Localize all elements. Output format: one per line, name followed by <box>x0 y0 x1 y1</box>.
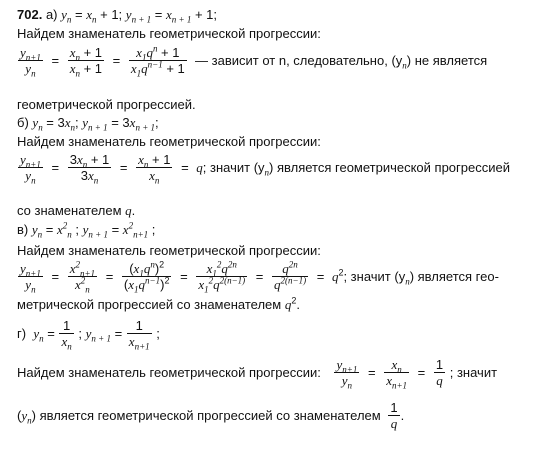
v-is-geo-text: ) является гео- <box>409 268 499 284</box>
formula-b: $\frac{y_{n+1}}{y_n}$ = $\frac{3x_n + 1}{3x_n}$ = $\frac{x_n + 1}{x_n}$ = q; значит $(y_n)$ является геометрической прогрессией <box>20 152 510 186</box>
a-depends-text: — зависит от n, следовательно, (y <box>195 53 403 68</box>
b-with-q-text: со знаменателем <box>17 203 122 218</box>
formula-g: Найдем знаменатель геометрической прогрессии: $\frac{y_{n+1}}{y_n}$ = $\frac{x_n}{x_{n+1}}$ = $\frac{1}{q}$ ; значит <box>17 357 498 391</box>
b-conclusion: со знаменателем q. <box>17 203 136 218</box>
part-v-label: в) <box>17 222 29 237</box>
problem-number: 702. <box>17 7 43 22</box>
find-denominator-g: Найдем знаменатель геометрической прогрессии: <box>17 365 321 380</box>
v-means-text: ; значит (y <box>343 268 406 284</box>
problem-header-b: б) $y_n = 3x_n$; $y_{n + 1} = 3x_{n + 1}$; <box>17 115 159 133</box>
find-denominator-b: Найдем знаменатель геометрической прогрессии: <box>17 134 321 149</box>
formula-a: $\frac{y_{n+1}}{y_n}$ = $\frac{x_n + 1}{x_n + 1}$ = $\frac{x_1q^n + 1}{x_1q^{n-1} + 1}$ — зависит от n, следовательно, $(y_n)$ не является <box>20 43 488 79</box>
g-is-geom-text: ) является геометрической прогрессией со знаменателем <box>31 407 381 423</box>
part-b-label: б) <box>17 115 29 130</box>
find-denominator-v: Найдем знаменатель геометрической прогрессии: <box>17 243 321 258</box>
g-means-text: ; значит <box>449 365 498 380</box>
part-g-label: г) <box>17 326 27 341</box>
formula-v: $\frac{y_{n+1}}{y_n}$ = $\frac{x^2_{n+1}}{x^2_n}$ = $\frac{(x_1q^n)^2}{(x_1q^{n-1})^2}$ = $\frac{x_1^2q^{2n}}{x_1^2q^{2(n-1)}}$ = $\frac{q^{2n}}{q^{2(n-1)}}$ = $q^2$; значит $(y_n)$ является гео- <box>20 259 499 295</box>
find-denominator-a: Найдем знаменатель геометрической прогрессии: <box>17 26 321 41</box>
problem-header-v: в) $y_n = x^2_n$ ; $y_{n + 1} = x^2_{n+1}$ ; <box>17 220 156 240</box>
part-a-label: а) <box>45 7 58 22</box>
a-not-is-text: ) не является <box>406 53 488 68</box>
v-conclusion: метрической прогрессией со знаменателем $q^2$. <box>17 295 300 312</box>
g-conclusion: $(y_n)$ является геометрической прогрессией со знаменателем $\frac{1}{q}$ . <box>17 400 405 431</box>
problem-header-g: г) $y_n$ = $\frac{1}{x_n}$ ; $y_{n + 1}$ = $\frac{1}{x_{n+1}}$ ; <box>17 318 160 352</box>
b-means-text: ; значит (y <box>202 159 265 175</box>
a-conclusion: геометрической прогрессией. <box>17 97 196 112</box>
b-is-geom-text: ) является геометрической прогрессией <box>269 159 510 175</box>
v-metric-text: метрической прогрессией со знаменателем <box>17 297 282 312</box>
problem-header-a: 702. а) $y_n = x_n + 1$; $y_{n + 1} = x_{n + 1} + 1$; <box>17 7 218 25</box>
